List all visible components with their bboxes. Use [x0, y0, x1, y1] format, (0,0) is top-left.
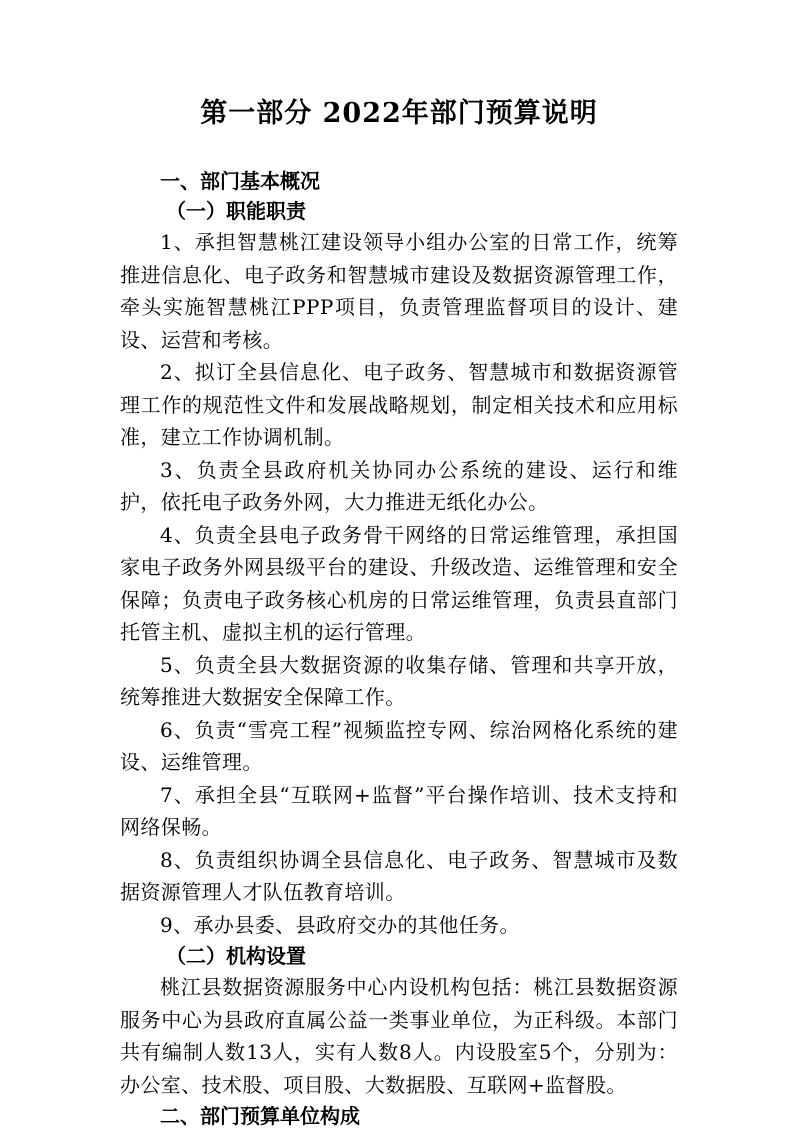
subsection-heading-duties: （一）职能职责: [166, 199, 306, 223]
duty-paragraph: 6、负责“雪亮工程”视频监控专网、综治网格化系统的建设、运维管理。: [120, 717, 678, 774]
section-heading-basic-overview: 一、部门基本概况: [160, 169, 320, 193]
duty-paragraph: 3、负责全县政府机关协同办公系统的建设、运行和维护，依托电子政务外网，大力推进无纸化办公。: [120, 457, 678, 514]
duty-paragraph: 1、承担智慧桃江建设领导小组办公室的日常工作，统筹推进信息化、电子政务和智慧城市建设及数据资源管理工作，牵头实施智慧桃江PPP项目，负责管理监督项目的设计、建设、运营和考核。: [120, 230, 678, 352]
duty-paragraph: 4、负责全县电子政务骨干网络的日常运维管理，承担国家电子政务外网县级平台的建设、升级改造、运维管理和安全保障；负责电子政务核心机房的日常运维管理，负责县直部门托管主机、虚拟主机的运行管理。: [120, 522, 678, 644]
section-heading-budget-units: 二、部门预算单位构成: [160, 1104, 360, 1128]
duty-paragraph: 7、承担全县“互联网+监督”平台操作培训、技术支持和网络保畅。: [120, 782, 678, 839]
organization-paragraph: 桃江县数据资源服务中心内设机构包括：桃江县数据资源服务中心为县政府直属公益一类事业单位，为正科级。本部门共有编制人数13人，实有人数8人。内设股室5个，分别为：办公室、技术股、项目股、大数据股、互联网+监督股。: [120, 975, 678, 1097]
duty-paragraph: 8、负责组织协调全县信息化、电子政务、智慧城市及数据资源管理人才队伍教育培训。: [120, 847, 678, 904]
duty-paragraph: 9、承办县委、县政府交办的其他任务。: [160, 912, 520, 937]
page-title: 第一部分 2022年部门预算说明: [200, 98, 598, 129]
subsection-heading-organization: （二）机构设置: [166, 944, 306, 968]
duty-paragraph: 2、拟订全县信息化、电子政务、智慧城市和数据资源管理工作的规范性文件和发展战略规划，制定相关技术和应用标准，建立工作协调机制。: [120, 360, 678, 449]
duty-paragraph: 5、负责全县大数据资源的收集存储、管理和共享开放，统筹推进大数据安全保障工作。: [120, 652, 678, 709]
